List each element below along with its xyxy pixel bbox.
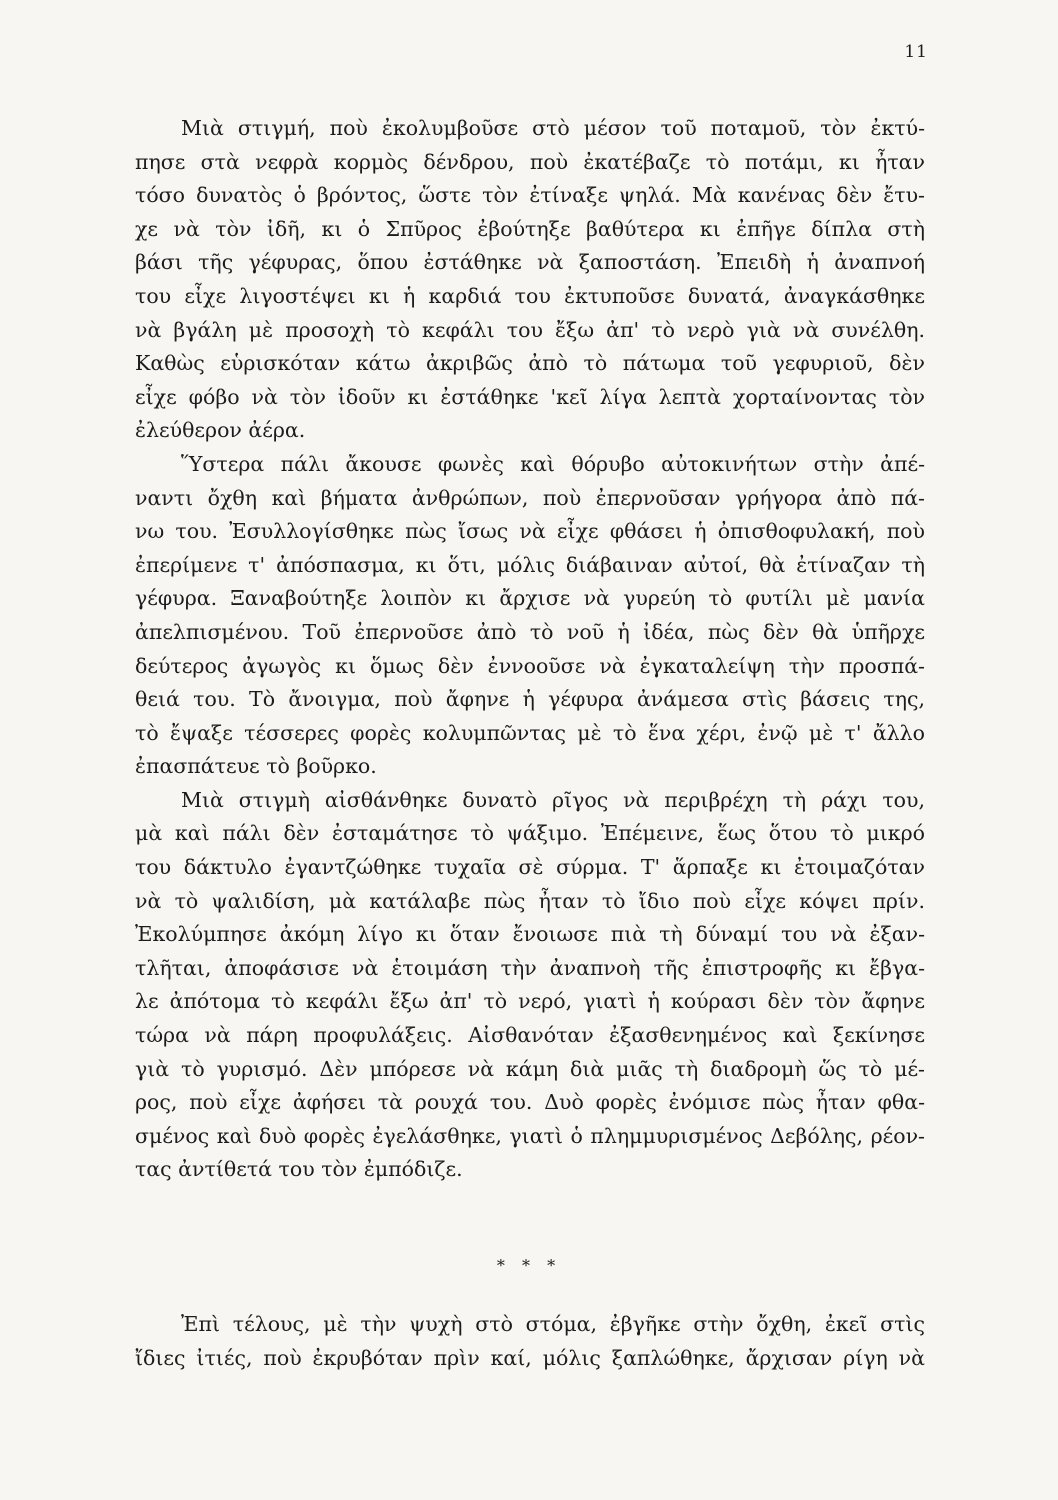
- text-line: Μιὰ στιγμή, ποὺ ἐκολυμβοῦσε στὸ μέσον τοῦ ποταμοῦ, τὸν ἐκτύ-: [181, 116, 925, 140]
- text-line: ἐπερίμενε τ' ἀπόσπασμα, κι ὅτι, μόλις διάβαιναν αὐτοί, θὰ ἐτίναζαν τὴ: [135, 552, 925, 577]
- paragraph-4: [135, 1308, 925, 1375]
- text-line: εἶχε φόβο νὰ τὸν ἰδοῦν κι ἐστάθηκε 'κεῖ λίγα λεπτὰ χορταίνοντας τὸν: [135, 384, 925, 409]
- text-line: νὰ τὸ ψαλιδίση, μὰ κατάλαβε πὼς ἦταν τὸ ἴδιο ποὺ εἶχε κόψει πρίν.: [135, 888, 925, 913]
- text-line: σμένος καὶ δυὸ φορὲς ἐγελάσθηκε, γιατὶ ὁ πλημμυρισμένος Δεβόλης, ρέον-: [135, 1123, 925, 1148]
- final-text: [135, 1308, 925, 1375]
- text-line: νὰ βγάλη μὲ προσοχὴ τὸ κεφάλι του ἔξω ἀπ' τὸ νερὸ γιὰ νὰ συνέλθη.: [135, 317, 925, 342]
- text-line: του δάκτυλο ἐγαντζώθηκε τυχαῖα σὲ σύρμα. Τ' ἅρπαξε κι ἐτοιμαζόταν: [135, 855, 925, 880]
- page-number: 11: [904, 42, 928, 62]
- text-line: μὰ καὶ πάλι δὲν ἐσταμάτησε τὸ ψάξιμο. Ἐπέμεινε, ἕως ὅτου τὸ μικρό: [135, 821, 925, 846]
- paragraph-3: [135, 784, 925, 1187]
- text-line: ρος, ποὺ εἶχε ἀφήσει τὰ ρουχά του. Δυὸ φορὲς ἐνόμισε πὼς ἦταν φθα-: [135, 1090, 925, 1115]
- text-line: λε ἀπότομα τὸ κεφάλι ἔξω ἀπ' τὸ νερό, γιατὶ ἡ κούρασι δὲν τὸν ἄφηνε: [135, 989, 925, 1014]
- text-line: γέφυρα. Ξαναβούτηξε λοιπὸν κι ἄρχισε νὰ γυρεύη τὸ φυτίλι μὲ μανία: [135, 586, 925, 611]
- text-line: γιὰ τὸ γυρισμό. Δὲν μπόρεσε νὰ κάμη διὰ μιᾶς τὴ διαδρομὴ ὥς τὸ μέ-: [135, 1056, 925, 1081]
- text-line: ἴδιες ἰτιές, ποὺ ἐκρυβόταν πρὶν καί, μόλις ξαπλώθηκε, ἄρχισαν ρίγη νὰ: [135, 1345, 925, 1370]
- text-line: ἐλεύθερον ἀέρα.: [135, 418, 306, 443]
- text-line: Καθὼς εὑρισκόταν κάτω ἀκριβῶς ἀπὸ τὸ πάτωμα τοῦ γεφυριοῦ, δὲν: [135, 351, 925, 376]
- text-line: του εἶχε λιγοστέψει κι ἡ καρδιά του ἐκτυποῦσε δυνατά, ἀναγκάσθηκε: [135, 283, 925, 308]
- text-line: δεύτερος ἀγωγὸς κι ὅμως δὲν ἐννοοῦσε νὰ ἐγκαταλείψη τὴν προσπά-: [135, 653, 925, 678]
- text-line: ναντι ὄχθη καὶ βήματα ἀνθρώπων, ποὺ ἐπερνοῦσαν γρήγορα ἀπὸ πά-: [135, 485, 925, 510]
- text-line: Ὕστερα πάλι ἄκουσε φωνὲς καὶ θόρυβο αὐτοκινήτων στὴν ἀπέ-: [181, 451, 925, 476]
- text-line: χε νὰ τὸν ἰδῆ, κι ὁ Σπῦρος ἐβούτηξε βαθύτερα κι ἐπῆγε δίπλα στὴ: [135, 216, 925, 241]
- text-line: ἀπελπισμένου. Τοῦ ἐπερνοῦσε ἀπὸ τὸ νοῦ ἡ ἰδέα, πὼς δὲν θὰ ὑπῆρχε: [135, 619, 925, 644]
- section-separator: * * *: [496, 1256, 562, 1275]
- text-line: τόσο δυνατὸς ὁ βρόντος, ὥστε τὸν ἐτίναξε ψηλά. Μὰ κανένας δὲν ἔτυ-: [135, 183, 925, 208]
- text-line: θειά του. Τὸ ἄνοιγμα, ποὺ ἄφηνε ἡ γέφυρα ἀνάμεσα στὶς βάσεις της,: [135, 687, 925, 712]
- text-line: Ἐπὶ τέλους, μὲ τὴν ψυχὴ στὸ στόμα, ἐβγῆκε στὴν ὄχθη, ἐκεῖ στὶς: [181, 1312, 925, 1336]
- text-line: ἐπασπάτευε τὸ βοῦρκο.: [135, 754, 377, 779]
- text-line: πησε στὰ νεφρὰ κορμὸς δένδρου, ποὺ ἐκατέβαζε τὸ ποτάμι, κι ἦταν: [135, 149, 925, 174]
- text-line: Μιὰ στιγμὴ αἰσθάνθηκε δυνατὸ ρῖγος νὰ περιβρέχη τὴ ράχι του,: [181, 787, 925, 812]
- text-line: Ἐκολύμπησε ἀκόμη λίγο κι ὅταν ἔνοιωσε πιὰ τὴ δύναμί του νὰ ἐξαν-: [135, 922, 925, 947]
- main-text: [135, 112, 925, 1187]
- text-line: νω του. Ἐσυλλογίσθηκε πὼς ἴσως νὰ εἶχε φθάσει ἡ ὀπισθοφυλακή, ποὺ: [135, 519, 925, 544]
- text-line: βάσι τῆς γέφυρας, ὅπου ἐστάθηκε νὰ ξαποστάση. Ἐπειδὴ ἡ ἀναπνοή: [135, 250, 925, 275]
- text-line: τώρα νὰ πάρη προφυλάξεις. Αἰσθανόταν ἐξασθενημένος καὶ ξεκίνησε: [135, 1023, 925, 1048]
- text-line: τὸ ἔψαξε τέσσερες φορὲς κολυμπῶντας μὲ τὸ ἕνα χέρι, ἐνῷ μὲ τ' ἄλλο: [135, 720, 925, 745]
- text-line: τλῆται, ἀποφάσισε νὰ ἑτοιμάση τὴν ἀναπνοὴ τῆς ἐπιστροφῆς κι ἔβγα-: [135, 955, 925, 980]
- paragraph-2: [135, 448, 925, 784]
- text-line: τας ἀντίθετά του τὸν ἐμπόδιζε.: [135, 1157, 463, 1182]
- paragraph-1: [135, 112, 925, 448]
